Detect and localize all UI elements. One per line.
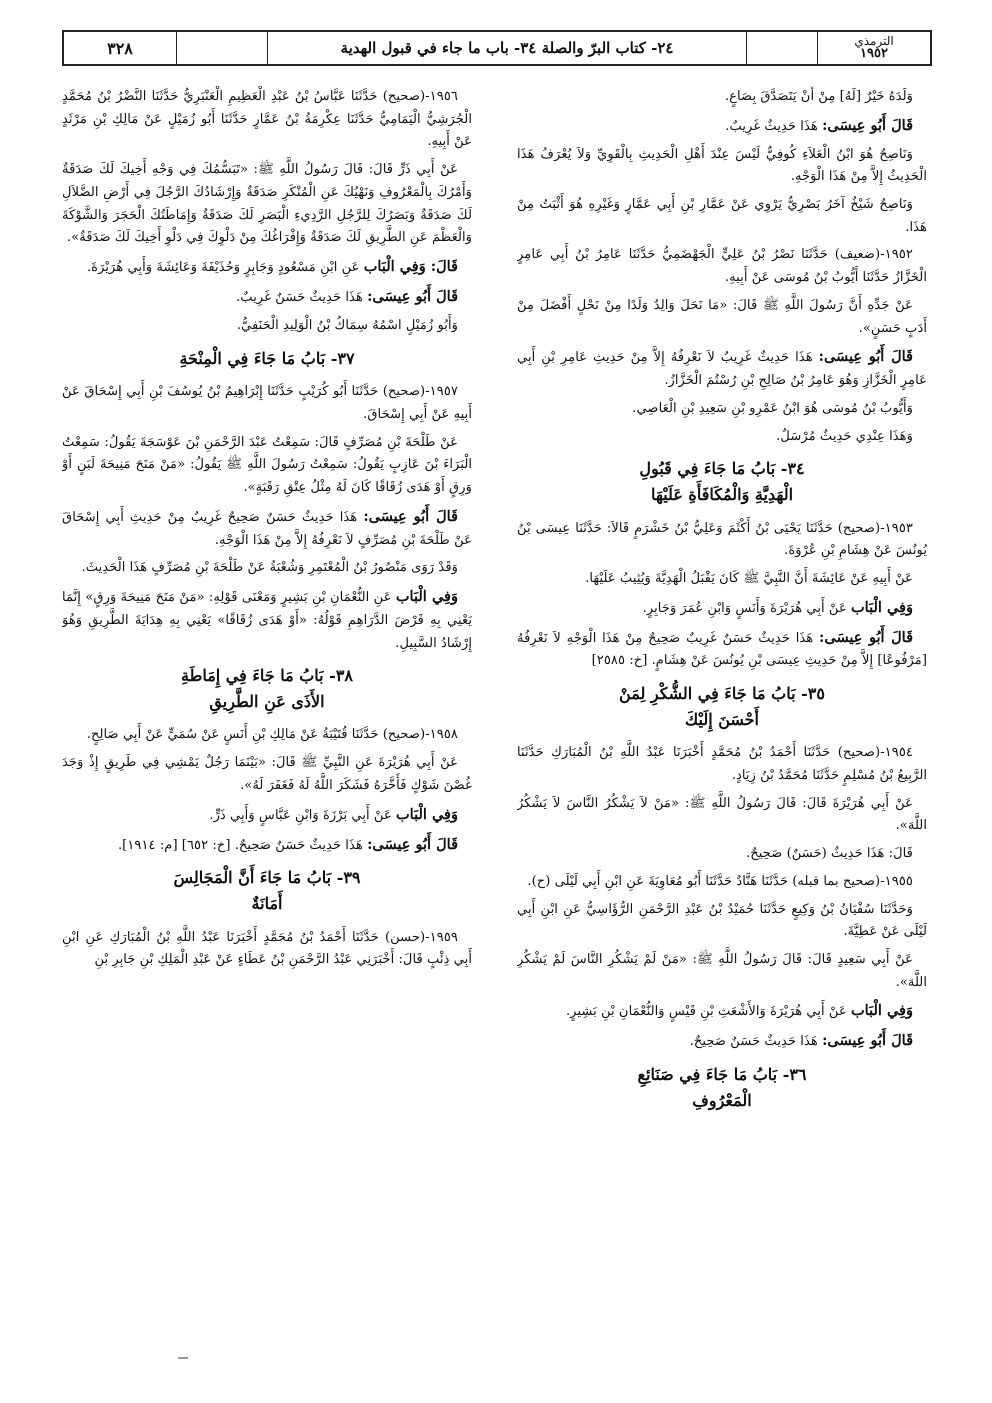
chapter-heading xyxy=(62,865,472,916)
chapter-heading-line: ٣٨- بَابُ مَا جَاءَ فِي إِمَاطَةِ xyxy=(181,666,353,686)
commentary-paragraph xyxy=(62,505,472,553)
commentary-text: هَذَا حَدِيثٌ غَرِيبٌ لاَ نَعْرِفُهُ إِلاَّ مِنْ حَدِيثِ عَامِرِ بْنِ أَبِي عَامِرٍ الْخَزَّازِ وَهُوَ عَامِرُ بْنُ صَالِحِ بْنِ رُسْتُمَ الْخَزَّازُ. xyxy=(517,350,927,389)
hadith-paragraph: ١٩٥٨-(صحيح) حَدَّثَنَا قُتَيْبَةُ عَنْ مَالِكِ بْنِ أَنَسٍ عَنْ سُمَيٍّ عَنْ أَبِي صَالِحٍ. xyxy=(86,727,458,743)
commentary-paragraph xyxy=(517,999,927,1024)
right-text-column xyxy=(517,86,927,1346)
commentary-text: هَذَا حَدِيثٌ حَسَنٌ صَحِيحٌ. xyxy=(689,1034,818,1050)
hadith-paragraph: عَنْ جَدِّهِ أَنَّ رَسُولَ اللَّهِ ﷺ قَالَ: «مَا نَحَلَ وَالِدٌ وَلَدًا مِنْ نَحْلٍ أَفْضَلَ مِنْ أَدَبٍ حَسَنٍ». xyxy=(517,297,927,336)
chapter-heading-line: الأَذَى عَنِ الطَّرِيقِ xyxy=(209,691,325,711)
hadith-paragraph: وَنَاصِحٌ شَيْخٌ آخَرُ بَصْرِيٌّ يَرْوِي عَنْ عَمَّارِ بْنِ أَبِي عَمَّارٍ وَغَيْرِهِ هُوَ أَثْبَتُ مِنْ هَذَا. xyxy=(517,197,927,235)
commentary-text: هَذَا حَدِيثٌ حَسَنٌ صَحِيحٌ. [خ: ٦٥٢] [م: ١٩١٤]. xyxy=(117,837,363,853)
commentary-text: هَذَا حَدِيثٌ حَسَنٌ صَحِيحٌ غَرِيبٌ مِنْ حَدِيثِ أَبِي إِسْحَاقَ عَنْ طَلْحَةَ بْنِ مُصَرِّفٍ لاَ نَعْرِفُهُ إِلاَّ مِنْ هَذَا الْوَجْهِ. xyxy=(62,509,472,548)
commentary-text: عَنْ أَبِي هُرَيْرَةَ وَأَنَسٍ وَابْنِ عُمَرَ وَجَابِرٍ. xyxy=(642,600,847,616)
commentary-paragraph xyxy=(517,626,927,674)
commentary-keyword: قَالَ: وَفِي الْبَاب xyxy=(363,257,458,275)
hadith-paragraph: وَنَاصِحٌ هُوَ ابْنُ الْعَلاَءِ كُوفِيٌّ لَيْسَ عِنْدَ أَهْلِ الْحَدِيثِ بِالْقَوِيِّ وَلاَ يُعْرَفُ هَذَا الْحَدِيثُ إِلاَّ مِنْ هَذَا الْوَجْهِ. xyxy=(517,146,927,185)
header-spacer xyxy=(176,32,267,64)
commentary-paragraph xyxy=(62,803,472,828)
commentary-keyword: وَفِي الْبَاب xyxy=(851,598,913,616)
chapter-heading-line: ٣٧- بَابُ مَا جَاءَ فِي الْمِنْحَةِ xyxy=(179,348,355,368)
page-header xyxy=(62,30,932,66)
chapter-heading-line: ٣٤- بَابُ مَا جَاءَ فِي قَبُولِ xyxy=(639,459,805,479)
commentary-paragraph xyxy=(517,345,927,393)
chapter-heading xyxy=(517,1062,927,1113)
chapter-heading-line: أَمَانَةٌ xyxy=(251,894,283,914)
hadith-paragraph: عَنْ أَبِيهِ عَنْ عَائِشَةَ أَنَّ النَّبِيَّ ﷺ كَانَ يَقْبَلُ الْهَدِيَّةَ وَيُثِيبُ عَلَيْهَا. xyxy=(585,570,913,586)
commentary-keyword: قَالَ أَبُو عِيسَى: xyxy=(822,1032,913,1050)
hadith-paragraph: عَنْ طَلْحَةَ بْنِ مُصَرِّفٍ قَالَ: سَمِعْتُ عَبْدَ الرَّحْمَنِ بْنَ عَوْسَجَةَ يَقُولُ: سَمِعْتُ الْبَرَاءَ بْنَ عَازِبٍ يَقُولُ: سَمِعْتُ رَسُولَ اللَّهِ ﷺ يَقُولُ: «مَنْ مَنَحَ مَنِيحَةَ لَبَنٍ أَوْ وَرِقٍ أَوْ هَدَى زُقَاقًا كَانَ لَهُ مِثْلُ عِتْقِ رَقَبَةٍ». xyxy=(62,434,472,495)
hadith-paragraph: وَأَيُّوبُ بْنُ مُوسَى هُوَ ابْنُ عَمْرِو بْنِ سَعِيدِ بْنِ الْعَاصِي. xyxy=(632,400,913,416)
chapter-heading xyxy=(517,456,927,507)
hadith-paragraph: وَلَدَهُ خَيْرٌ [لَهُ] مِنْ أَنْ يَتَصَدَّقَ بِصَاعٍ. xyxy=(724,89,913,104)
commentary-keyword: قَالَ أَبُو عِيسَى: xyxy=(367,287,458,305)
commentary-keyword: وَفِي الْبَاب xyxy=(851,1002,913,1020)
chapter-heading-line: ٣٩- بَابُ مَا جَاءَ أَنَّ الْمَجَالِسَ xyxy=(173,868,361,888)
page-number: ٣٢٨ xyxy=(107,38,133,58)
commentary-paragraph xyxy=(62,255,472,280)
commentary-keyword: وَفِي الْبَاب xyxy=(395,587,458,605)
commentary-paragraph xyxy=(62,285,472,310)
footer-mark xyxy=(178,1357,188,1359)
hadith-paragraph: وَهَذَا عِنْدِي حَدِيثٌ مُرْسَلٌ. xyxy=(776,428,913,444)
left-text-column xyxy=(62,86,472,1346)
commentary-keyword: قَالَ أَبُو عِيسَى: xyxy=(363,507,458,525)
hadith-paragraph: عَنْ أَبِي سَعِيدٍ قَالَ: قَالَ رَسُولُ اللَّهِ ﷺ: «مَنْ لَمْ يَشْكُرِ النَّاسَ لَمْ يَشْكُرِ اللَّهَ». xyxy=(517,952,927,990)
chapter-heading-line: ٣٥- بَابُ مَا جَاءَ فِي الشُّكْرِ لِمَنْ xyxy=(619,684,825,704)
header-book-name: الترمذي xyxy=(854,33,894,48)
commentary-text: عَنْ أَبِي بَرْزَةَ وَابْنِ عَبَّاسٍ وَأَبِي ذَرٍّ. xyxy=(209,807,392,823)
commentary-keyword: قَالَ أَبُو عِيسَى: xyxy=(822,116,913,134)
header-spacer xyxy=(746,32,817,64)
hadith-paragraph: وَأَبُو زُمَيْلٍ اسْمُهُ سِمَاكُ بْنُ الْوَلِيدِ الْحَنَفِيُّ. xyxy=(236,317,458,333)
commentary-paragraph xyxy=(62,585,472,655)
commentary-text: عَنِ ابْنِ مَسْعُودٍ وَجَابِرٍ وَحُذَيْفَةَ وَعَائِشَةَ وَأَبِي هُرَيْرَةَ. xyxy=(86,259,360,275)
hadith-paragraph: ١٩٥٤-(صحيح) حَدَّثَنَا أَحْمَدُ بْنُ مُحَمَّدٍ أَخْبَرَنَا عَبْدُ اللَّهِ بْنُ الْمُبَارَكِ حَدَّثَنَا الرَّبِيعُ بْنُ مُسْلِمٍ حَدَّثَنَا مُحَمَّدُ بْنُ زِيَادٍ. xyxy=(517,745,927,784)
commentary-text: هَذَا حَدِيثٌ حَسَنٌ غَرِيبٌ. xyxy=(236,289,363,305)
hadith-paragraph: قَالَ: هَذَا حَدِيثٌ (حَسَنٌ) صَحِيحٌ. xyxy=(746,846,913,862)
commentary-paragraph xyxy=(517,114,927,139)
hadith-paragraph: وَقَدْ رَوَى مَنْصُورُ بْنُ الْمُعْتَمِرِ وَشُعْبَةُ عَنْ طَلْحَةَ بْنِ مُصَرِّفٍ هَذَا الْحَدِيثَ. xyxy=(81,560,458,576)
commentary-paragraph xyxy=(517,596,927,621)
chapter-heading-line: الْهَدِيَّةِ وَالْمُكَافَأَةِ عَلَيْهَا xyxy=(650,484,794,504)
commentary-keyword: وَفِي الْبَاب xyxy=(396,805,458,823)
header-year: ١٩٥٢ xyxy=(860,46,888,62)
chapter-heading xyxy=(62,346,472,372)
commentary-keyword: قَالَ أَبُو عِيسَى: xyxy=(818,348,913,366)
commentary-keyword: قَالَ أَبُو عِيسَى: xyxy=(819,628,913,646)
hadith-paragraph: ١٩٥٩-(حسن) حَدَّثَنَا أَحْمَدُ بْنُ مُحَمَّدٍ أَخْبَرَنَا عَبْدُ اللَّهِ بْنُ الْمُبَارَكِ عَنِ ابْنِ أَبِي ذِئْبٍ قَالَ: أَخْبَرَنِي عَبْدُ الرَّحْمَنِ بْنُ عَطَاءٍ عَنْ عَبْدِ الْمَلِكِ بْنِ جَابِرِ بْنِ xyxy=(62,929,472,968)
commentary-paragraph xyxy=(517,1029,927,1054)
hadith-paragraph: ١٩٥٥-(صحيح بما قبله) حَدَّثَنَا هَنَّادٌ حَدَّثَنَا أَبُو مُعَاوِيَةَ عَنِ ابْنِ أَبِي لَيْلَى (ح). xyxy=(527,873,913,889)
chapter-heading-line: ٣٦- بَابُ مَا جَاءَ فِي صَنَائِعِ xyxy=(637,1065,807,1085)
hadith-paragraph: عَنْ أَبِي هُرَيْرَةَ عَنِ النَّبِيِّ ﷺ قَالَ: «بَيْنَمَا رَجُلٌ يَمْشِي فِي طَرِيقٍ إِذْ وَجَدَ غُصْنَ شَوْكٍ فَأَخَّرَهُ فَشَكَرَ اللَّهُ لَهُ فَغَفَرَ لَهُ». xyxy=(62,755,472,793)
header-title: ٢٤- كتاب البرّ والصلة ٣٤- باب ما جاء في قبول الهدية xyxy=(267,32,746,64)
hadith-paragraph: ١٩٥٣-(صحيح) حَدَّثَنَا يَحْيَى بْنُ أَكْثَمَ وَعَلِيُّ بْنُ خَشْرَمٍ قَالاَ: حَدَّثَنَا عِيسَى بْنُ يُونُسَ عَنْ هِشَامِ بْنِ عُرْوَةَ. xyxy=(517,520,927,559)
commentary-text: عَنِ النُّعْمَانِ بْنِ بَشِيرٍ وَمَعْنَى قَوْلِهِ: «مَنْ مَنَحَ مَنِيحَةَ وَرِقٍ» إِنَّمَا يَعْنِي بِهِ قَرْضَ الدَّرَاهِمِ قَوْلُهُ: «أَوْ هَدَى زُقَاقًا» يَعْنِي بِهِ هِدَايَةَ الطَّرِيقِ وَهُوَ إِرْشَادُ السَّبِيلِ. xyxy=(62,589,472,651)
commentary-paragraph xyxy=(62,833,472,858)
commentary-text: هَذَا حَدِيثٌ حَسَنٌ غَرِيبٌ صَحِيحٌ مِنْ هَذَا الْوَجْهِ لاَ نَعْرِفُهُ [مَرْفُوعًا] إِلاَّ مِنْ حَدِيثِ عِيسَى بْنِ يُونُسَ عَنْ هِشَامٍ. [خ: ٢٥٨٥] xyxy=(517,630,927,669)
chapter-heading-line: أَحْسَنَ إِلَيْكَ xyxy=(685,709,759,729)
commentary-text: عَنْ أَبِي هُرَيْرَةَ وَالأَشْعَثِ بْنِ قَيْسٍ وَالنُّعْمَانِ بْنِ بَشِيرٍ. xyxy=(565,1004,847,1020)
hadith-paragraph: ١٩٥٦-(صحيح) حَدَّثَنَا عَبَّاسُ بْنُ عَبْدِ الْعَظِيمِ الْعَنْبَرِيُّ حَدَّثَنَا النَّضْرُ بْنُ مُحَمَّدٍ الْجُرَشِيُّ الْيَمَامِيُّ حَدَّثَنَا عِكْرِمَةُ بْنُ عَمَّارٍ حَدَّثَنَا أَبُو زُمَيْلٍ عَنْ مَالِكِ بْنِ مَرْثَدٍ عَنْ أَبِيهِ. xyxy=(62,89,472,150)
chapter-heading xyxy=(62,663,472,714)
hadith-paragraph: ١٩٥٧-(صحيح) حَدَّثَنَا أَبُو كُرَيْبٍ حَدَّثَنَا إِبْرَاهِيمُ بْنُ يُوسُفَ بْنِ أَبِي إِسْحَاقَ عَنْ أَبِيهِ عَنْ أَبِي إِسْحَاقَ. xyxy=(62,384,472,422)
hadith-paragraph: عَنْ أَبِي هُرَيْرَةَ قَالَ: قَالَ رَسُولُ اللَّهِ ﷺ: «مَنْ لاَ يَشْكُرُ النَّاسَ لاَ يَشْكُرُ اللَّهَ». xyxy=(517,795,927,834)
hadith-paragraph: وَحَدَّثَنَا سُفْيَانُ بْنُ وَكِيعٍ حَدَّثَنَا حُمَيْدُ بْنُ عَبْدِ الرَّحْمَنِ الرُّؤَاسِيُّ عَنِ ابْنِ أَبِي لَيْلَى عَنْ عَطِيَّةَ. xyxy=(517,901,927,940)
hadith-paragraph: ١٩٥٢-(ضعيف) حَدَّثَنَا نَصْرُ بْنُ عَلِيٍّ الْجَهْضَمِيُّ حَدَّثَنَا عَامِرُ بْنُ أَبِي عَامِرٍ الْخَزَّازُ حَدَّثَنَا أَيُّوبُ بْنُ مُوسَى عَنْ أَبِيهِ. xyxy=(517,247,927,286)
chapter-heading xyxy=(517,681,927,732)
hadith-paragraph: عَنْ أَبِي ذَرٍّ قَالَ: قَالَ رَسُولُ اللَّهِ ﷺ: «تَبَسُّمُكَ فِي وَجْهِ أَخِيكَ لَكَ صَدَقَةٌ وَأَمْرُكَ بِالْمَعْرُوفِ وَنَهْيُكَ عَنِ الْمُنْكَرِ صَدَقَةٌ وَإِرْشَادُكَ الرَّجُلَ فِي أَرْضِ الضَّلاَلِ لَكَ صَدَقَةٌ وَبَصَرُكَ لِلرَّجُلِ الرَّدِيءِ الْبَصَرِ لَكَ صَدَقَةٌ وَإِمَاطَتُكَ الْحَجَرَ وَالشَّوْكَةَ وَالْعَظْمَ عَنِ الطَّرِيقِ لَكَ صَدَقَةٌ وَإِفْرَاغُكَ مِنْ دَلْوِكَ فِي دَلْوِ أَخِيكَ لَكَ صَدَقَةٌ». xyxy=(62,162,472,246)
header-book-cell xyxy=(817,32,930,64)
chapter-heading-line: الْمَعْرُوفِ xyxy=(692,1090,752,1110)
commentary-keyword: قَالَ أَبُو عِيسَى: xyxy=(367,835,458,853)
commentary-text: هَذَا حَدِيثٌ غَرِيبٌ. xyxy=(725,118,818,134)
